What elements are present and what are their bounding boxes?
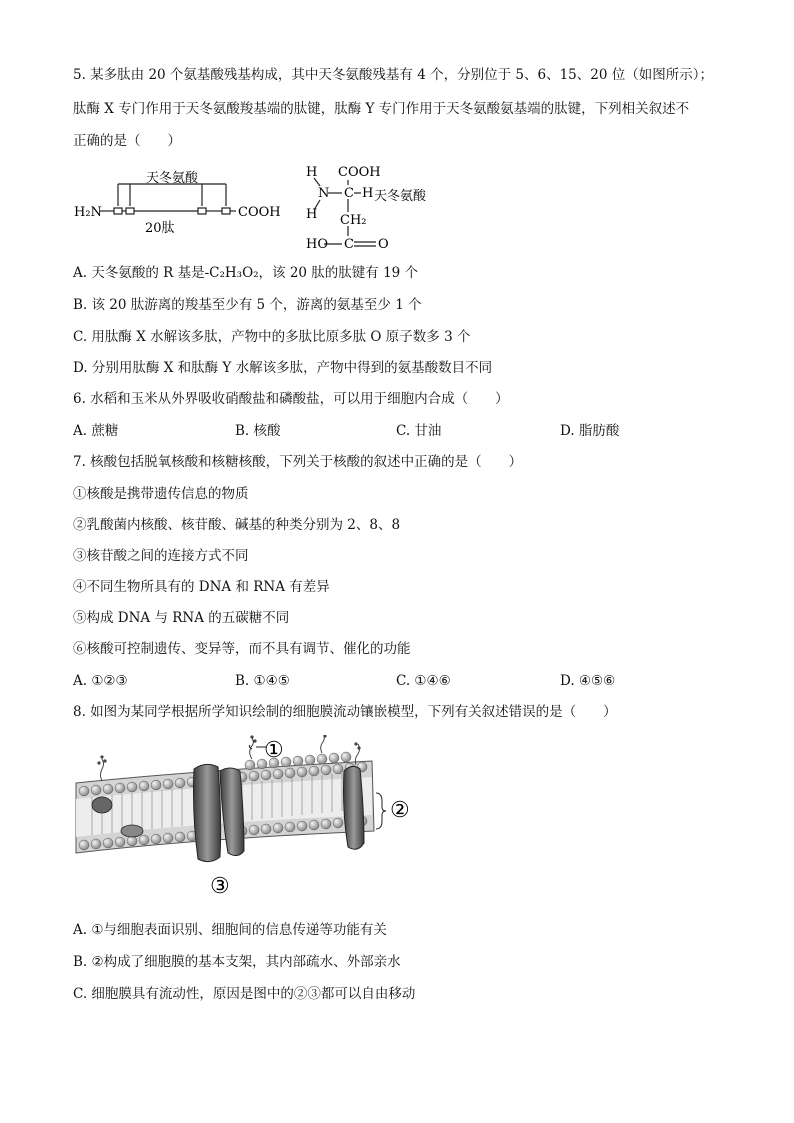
q7-statement-3: ③核苷酸之间的连接方式不同	[73, 548, 249, 564]
q6-stem: 6. 水稻和玉米从外界吸收硝酸盐和磷酸盐，可以用于细胞内合成（ ）	[73, 391, 509, 407]
struct-h-right: H	[362, 186, 374, 201]
peptide-label: 20肽	[145, 221, 175, 236]
q7-stem: 7. 核酸包括脱氧核酸和核糖核酸，下列关于核酸的叙述中正确的是（ ）	[73, 454, 523, 470]
q5-option-b: B. 该 20 肽游离的羧基至少有 5 个，游离的氨基至少 1 个	[73, 297, 422, 313]
struct-c2: C	[344, 237, 354, 252]
c-terminus-label: COOH	[238, 205, 281, 220]
asp-label: 天冬氨酸	[146, 171, 199, 186]
q6-option-a: A. 蔗糖	[73, 423, 119, 439]
q7-statement-1: ①核酸是携带遗传信息的物质	[73, 486, 249, 502]
q6-option-b: B. 核酸	[235, 423, 281, 439]
n-terminus-label: H₂N	[74, 205, 102, 220]
q5-stem-line2: 肽酶 X 专门作用于天冬氨酸羧基端的肽键，肽酶 Y 专门作用于天冬氨酸氨基端的肽键，下列相关叙述不	[73, 101, 690, 117]
q7-option-d: D. ④⑤⑥	[560, 673, 616, 689]
q6-option-d: D. 脂肪酸	[560, 423, 620, 439]
q7-statement-5: ⑤构成 DNA 与 RNA 的五碳糖不同	[73, 610, 290, 626]
q7-statement-2: ②乳酸菌内核酸、核苷酸、碱基的种类分别为 2、8、8	[73, 517, 401, 533]
q5-stem-line1: 5. 某多肽由 20 个氨基酸残基构成，其中天冬氨酸残基有 4 个，分别位于 5、6、15、20 位（如图所示）；	[73, 67, 713, 83]
q6-option-c: C. 甘油	[396, 423, 442, 439]
q8-option-c: C. 细胞膜具有流动性，原因是图中的②③都可以自由移动	[73, 986, 416, 1002]
peptide-chain-figure	[70, 160, 290, 240]
membrane-label-3: ③	[210, 874, 230, 899]
q7-option-c: C. ①④⑥	[396, 673, 451, 689]
struct-ch2: CH₂	[340, 213, 367, 228]
struct-h-top: H	[306, 165, 318, 180]
q7-option-b: B. ①④⑤	[235, 673, 290, 689]
struct-ho: HO	[306, 237, 328, 252]
struct-c: C	[344, 186, 354, 201]
q5-option-d: D. 分别用肽酶 X 和肽酶 Y 水解该多肽，产物中得到的氨基酸数目不同	[73, 360, 493, 376]
struct-n: N	[318, 186, 330, 201]
membrane-model-figure	[72, 735, 422, 900]
q5-option-c: C. 用肽酶 X 水解该多肽，产物中的多肽比原多肽 O 原子数多 3 个	[73, 329, 471, 345]
membrane-label-2: ②	[390, 798, 410, 823]
aspartic-acid-structure	[300, 160, 450, 255]
q7-statement-6: ⑥核酸可控制遗传、变异等，而不具有调节、催化的功能	[73, 641, 411, 657]
q8-stem: 8. 如图为某同学根据所学知识绘制的细胞膜流动镶嵌模型，下列有关叙述错误的是（ ）	[73, 704, 617, 720]
membrane-label-1: ①	[264, 738, 284, 763]
q5-stem-line3: 正确的是（ ）	[73, 133, 181, 149]
q8-option-b: B. ②构成了细胞膜的基本支架，其内部疏水、外部亲水	[73, 954, 401, 970]
q5-option-a: A. 天冬氨酸的 R 基是-C₂H₃O₂，该 20 肽的肽键有 19 个	[73, 265, 419, 281]
struct-o: O	[378, 237, 389, 252]
q8-option-a: A. ①与细胞表面识别、细胞间的信息传递等功能有关	[73, 922, 387, 938]
q7-statement-4: ④不同生物所具有的 DNA 和 RNA 有差异	[73, 579, 330, 595]
struct-name: 天冬氨酸	[374, 189, 427, 204]
struct-h-bottom: H	[306, 207, 318, 222]
q7-option-a: A. ①②③	[73, 673, 128, 689]
struct-cooh: COOH	[338, 165, 381, 180]
